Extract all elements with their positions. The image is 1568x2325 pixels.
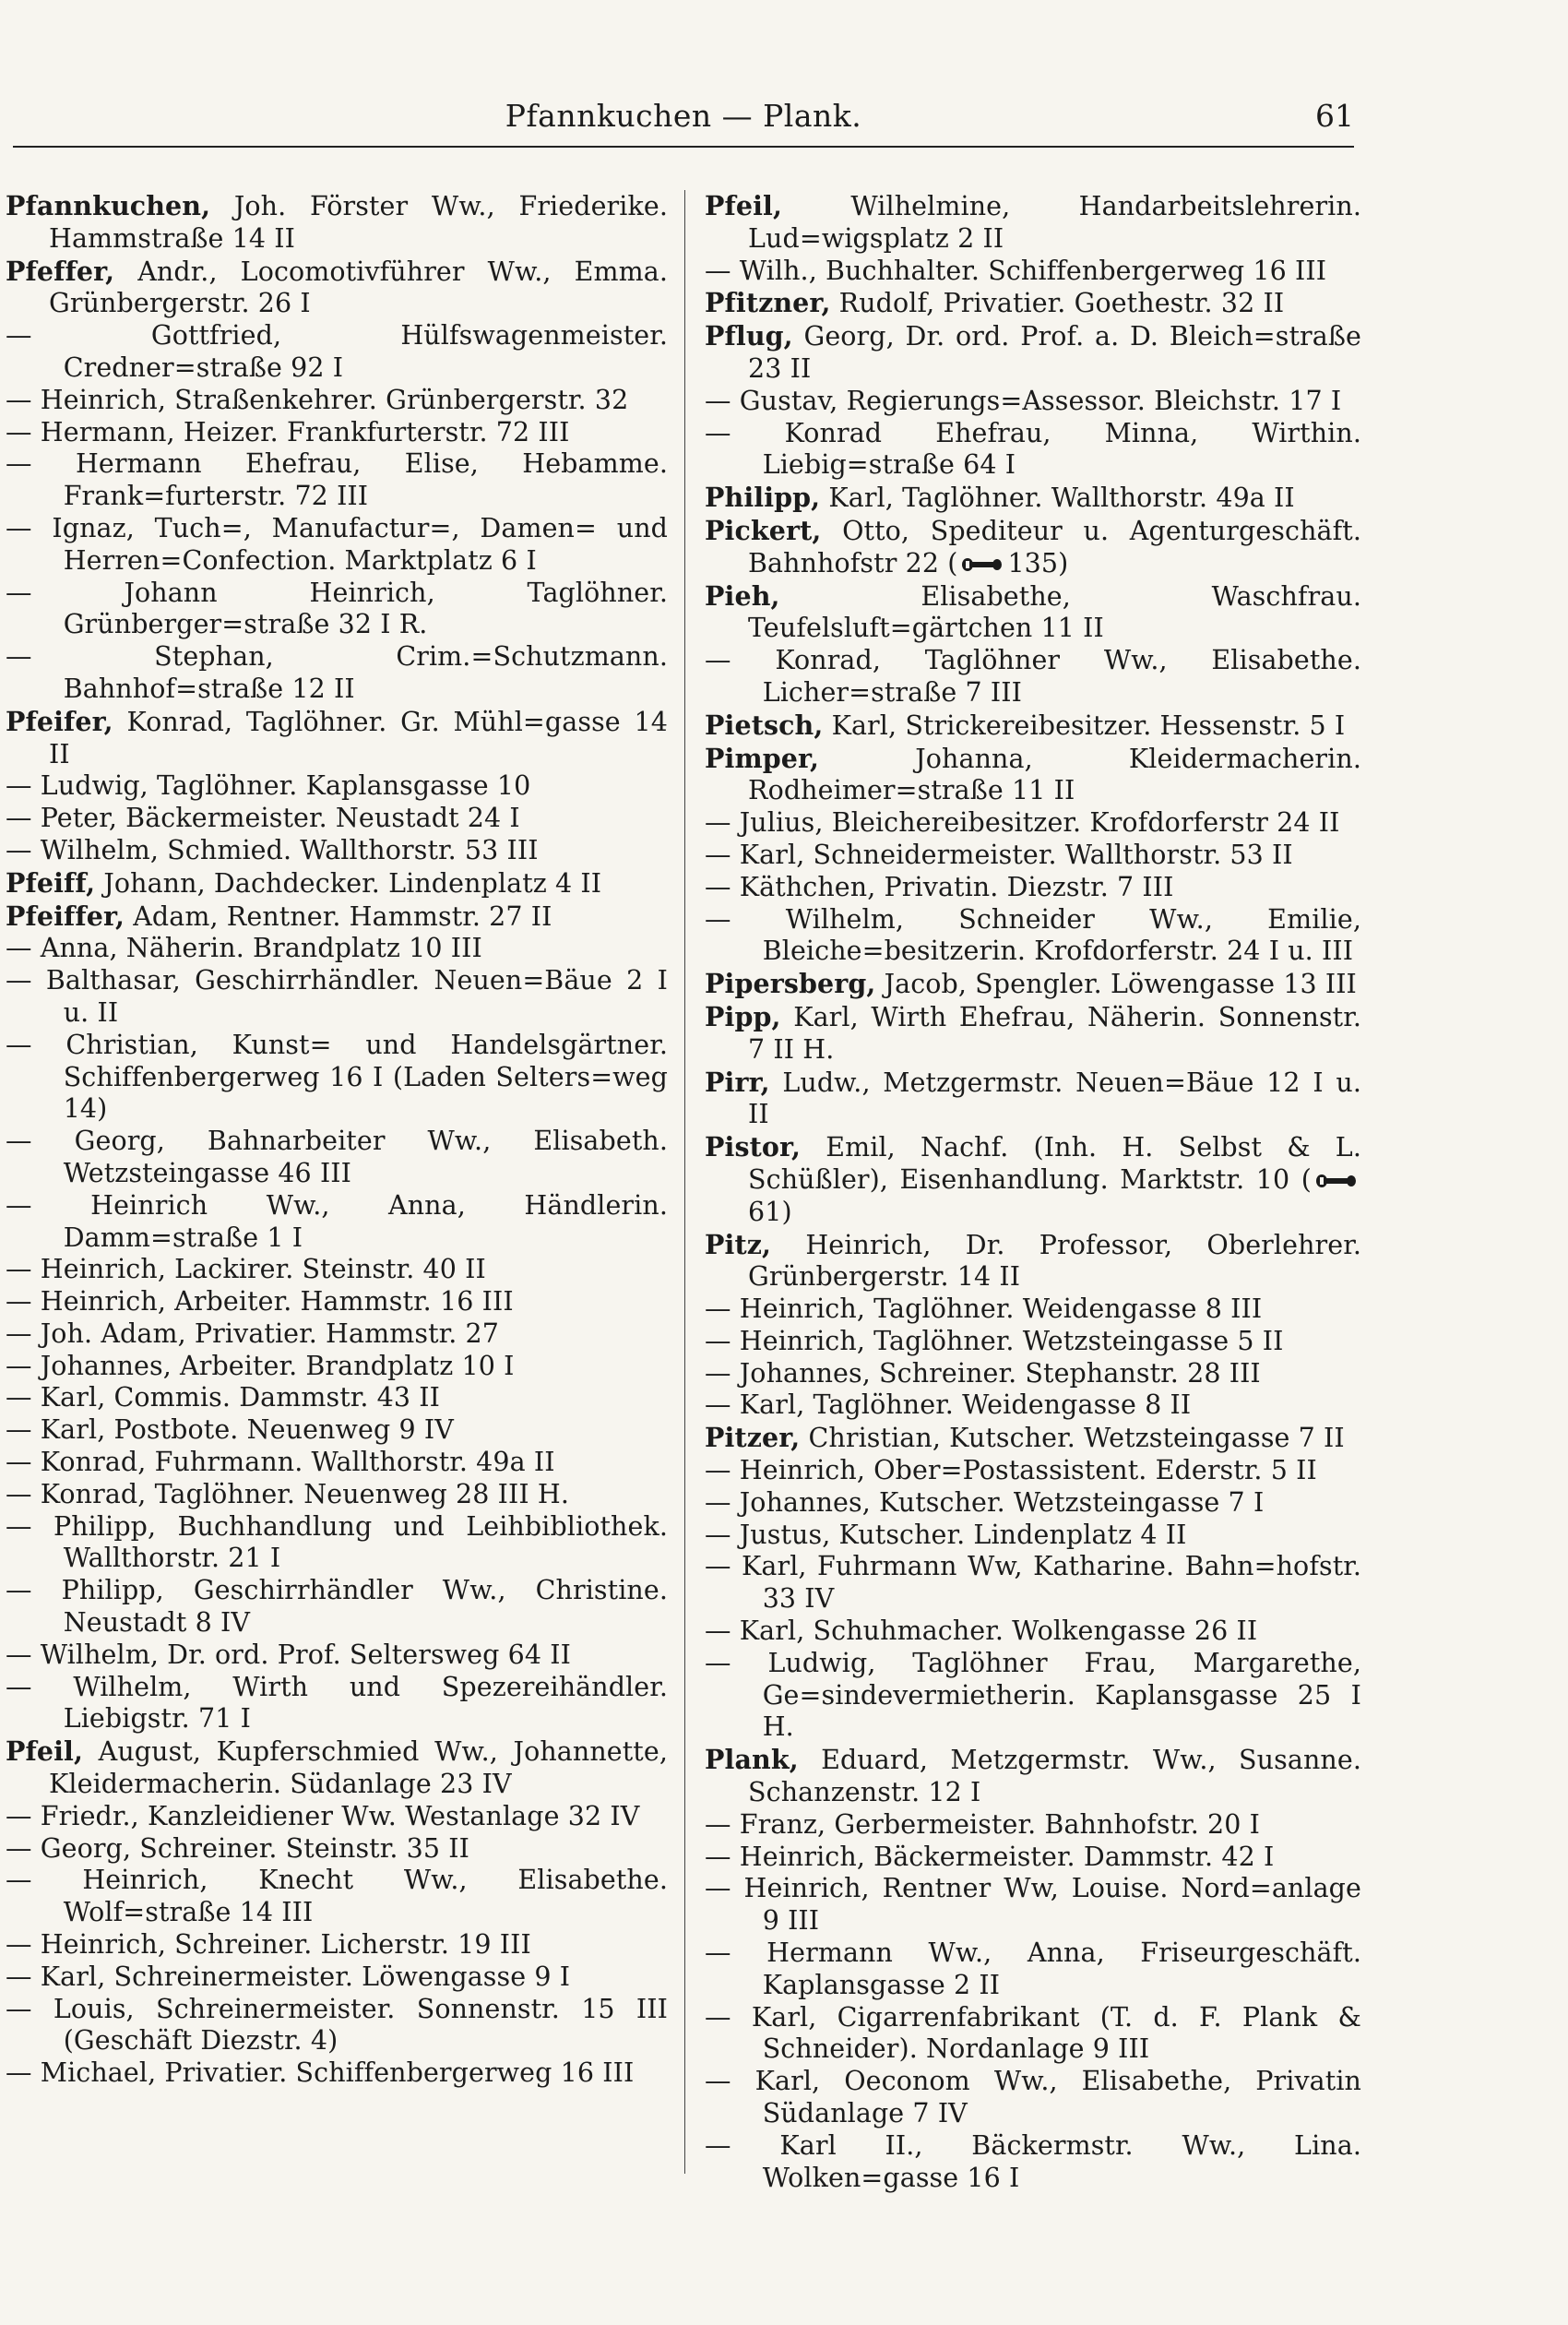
entry-surname: Pitz,	[705, 1228, 772, 1260]
ditto-dash: —	[6, 1254, 32, 1285]
entry-surname: Pipersberg,	[705, 968, 876, 1000]
entry-details: Karl, Taglöhner. Wallthorstr. 49a II	[828, 483, 1295, 514]
entry-details: Otto, Spediteur u. Agenturgeschäft. Bahnhofstr 22 (	[748, 515, 1361, 578]
ditto-dash: —	[6, 1800, 32, 1831]
directory-entry	[705, 1294, 1361, 1326]
directory-entry	[6, 1447, 668, 1479]
entry-details: Ludwig, Taglöhner. Kaplansgasse 10	[40, 770, 531, 802]
entry-details: Christian, Kutscher. Wetzsteingasse 7 II	[808, 1423, 1345, 1454]
directory-entry	[705, 386, 1361, 418]
ditto-dash: —	[705, 417, 731, 448]
directory-entry	[705, 872, 1361, 904]
ditto-dash: —	[705, 1455, 731, 1486]
directory-entry	[6, 1126, 668, 1190]
page-header	[13, 85, 1354, 148]
ditto-dash: —	[6, 770, 32, 802]
entry-details: Adam, Rentner. Hammstr. 27 II	[133, 900, 552, 932]
entry-surname: Pfeifer,	[6, 705, 113, 737]
directory-entry	[705, 709, 1361, 743]
entry-details: Heinrich, Lackirer. Steinstr. 40 II	[40, 1254, 486, 1285]
ditto-dash: —	[705, 807, 731, 839]
directory-entry	[705, 256, 1361, 288]
ditto-dash: —	[6, 416, 32, 447]
entry-surname: Pfannkuchen,	[6, 190, 211, 221]
entry-details: Heinrich, Knecht Ww., Elisabethe. Wolf=straße 14 III	[63, 1865, 668, 1928]
entry-surname: Plank,	[705, 1744, 799, 1776]
ditto-dash: —	[6, 1832, 32, 1864]
directory-entry	[705, 1648, 1361, 1744]
entry-details: Gustav, Regierungs=Assessor. Bleichstr. 17 I	[739, 385, 1342, 416]
entry-details: Johann Heinrich, Taglöhner. Grünberger=straße 32 I R.	[63, 577, 668, 640]
ditto-dash: —	[6, 1865, 32, 1896]
directory-entry	[6, 1929, 668, 1961]
entry-details: Balthasar, Geschirrhändler. Neuen=Bäue 2 I u. II	[45, 965, 668, 1028]
ditto-dash: —	[6, 834, 32, 865]
directory-entry	[705, 418, 1361, 483]
directory-entry	[705, 1326, 1361, 1358]
directory-entry	[705, 320, 1361, 386]
directory-entry	[705, 1842, 1361, 1874]
entry-details: Karl, Strickereibesitzer. Hessenstr. 5 I	[831, 709, 1346, 741]
ditto-dash: —	[705, 2129, 731, 2161]
directory-entry	[6, 385, 668, 417]
ditto-dash: —	[6, 1639, 32, 1670]
entry-details: Wilhelm, Schneider Ww., Emilie, Bleiche=besitzerin. Krofdorferstr. 24 I u. III	[762, 903, 1361, 967]
directory-entry	[705, 807, 1361, 840]
entry-details: Peter, Bäckermeister. Neustadt 24 I	[40, 803, 520, 834]
directory-entry	[705, 1389, 1361, 1422]
ditto-dash: —	[705, 385, 731, 416]
directory-entry	[705, 840, 1361, 872]
ditto-dash: —	[705, 1325, 731, 1356]
entry-details: Ludw., Metzgermstr. Neuen=Bäue 12 I u. II	[748, 1067, 1361, 1130]
directory-entry	[6, 256, 668, 321]
ditto-dash: —	[6, 641, 32, 673]
ditto-dash: —	[705, 1873, 731, 1904]
entry-details: Käthchen, Privatin. Diezstr. 7 III	[739, 871, 1174, 902]
entry-details: Emil, Nachf. (Inh. H. Selbst & L. Schüßler), Eisenhandlung. Marktstr. 10 (	[748, 1132, 1361, 1195]
entry-details: Karl, Fuhrmann Ww, Katharine. Bahn=hofstr. 33 IV	[742, 1551, 1361, 1615]
directory-entry	[6, 1190, 668, 1255]
directory-entry	[6, 965, 668, 1030]
telephone-number: 61)	[748, 1196, 792, 1227]
ditto-dash: —	[705, 255, 731, 286]
directory-entry	[6, 1575, 668, 1639]
ditto-dash: —	[6, 1414, 32, 1446]
entry-details: Wilhelm, Wirth und Spezereihändler. Liebigstr. 71 I	[63, 1671, 668, 1735]
entry-details: Karl, Taglöhner. Weidengasse 8 II	[739, 1389, 1192, 1421]
directory-entry	[6, 2057, 668, 2090]
ditto-dash: —	[6, 803, 32, 834]
directory-entry	[6, 1351, 668, 1383]
directory-entry	[705, 580, 1361, 646]
telephone-icon	[1314, 1174, 1359, 1188]
ditto-dash: —	[705, 1519, 731, 1550]
entry-details: Ludwig, Taglöhner Frau, Margarethe, Ge=sindevermietherin. Kaplansgasse 25 I H.	[762, 1647, 1361, 1743]
directory-entry	[6, 1254, 668, 1286]
directory-entry	[6, 867, 668, 900]
directory-entry	[705, 645, 1361, 709]
directory-entry	[6, 578, 668, 642]
directory-entry	[6, 513, 668, 578]
entry-details: Karl II., Bäckermstr. Ww., Lina. Wolken=gasse 16 I	[762, 2129, 1361, 2193]
ditto-dash: —	[6, 1350, 32, 1381]
ditto-dash: —	[705, 903, 731, 935]
directory-entry	[705, 1131, 1361, 1228]
directory-entry	[705, 482, 1361, 515]
ditto-dash: —	[705, 1616, 731, 1647]
entry-details: Johann, Dachdecker. Lindenplatz 4 II	[103, 867, 602, 899]
entry-details: Johannes, Schreiner. Stephanstr. 28 III	[739, 1357, 1261, 1389]
left-column	[6, 190, 668, 2312]
entry-details: August, Kupferschmied Ww., Johannette, Kleidermacherin. Südanlage 23 IV	[49, 1736, 668, 1800]
directory-entry	[6, 1735, 668, 1801]
entry-details: Karl, Commis. Dammstr. 43 II	[40, 1382, 441, 1413]
entry-surname: Pieh,	[705, 579, 780, 612]
entry-surname: Pimper,	[705, 742, 820, 774]
entry-surname: Pfeil,	[705, 190, 782, 221]
directory-entry	[705, 1067, 1361, 1132]
entry-details: Philipp, Geschirrhändler Ww., Christine. Neustadt 8 IV	[61, 1575, 668, 1639]
directory-entry	[6, 1994, 668, 2058]
directory-entry	[6, 900, 668, 934]
entry-details: Konrad Ehefrau, Minna, Wirthin. Liebig=straße 64 I	[762, 417, 1361, 481]
ditto-dash: —	[705, 645, 731, 676]
entry-details: Heinrich, Ober=Postassistent. Ederstr. 5 II	[739, 1455, 1317, 1486]
directory-entry	[6, 1639, 668, 1672]
ditto-dash: —	[705, 1294, 731, 1325]
telephone-icon	[960, 557, 1004, 572]
entry-details: Hermann Ww., Anna, Friseurgeschäft. Kaplansgasse 2 II	[762, 1938, 1361, 2000]
entry-surname: Pipp,	[705, 1000, 781, 1032]
page-number: 61	[1315, 98, 1354, 134]
entry-details: Wilhelm, Schmied. Wallthorstr. 53 III	[40, 834, 539, 865]
entry-details: Karl, Postbote. Neuenweg 9 IV	[40, 1414, 454, 1446]
entry-details: Franz, Gerbermeister. Bahnhofstr. 20 I	[739, 1808, 1260, 1840]
entry-details: Johannes, Kutscher. Wetzsteingasse 7 I	[739, 1486, 1265, 1518]
ditto-dash: —	[705, 1389, 731, 1421]
entry-details: Georg, Bahnarbeiter Ww., Elisabeth. Wetzsteingasse 46 III	[63, 1126, 668, 1188]
directory-entry	[6, 1511, 668, 1576]
entry-details: Heinrich, Bäckermeister. Dammstr. 42 I	[739, 1841, 1275, 1872]
entry-details: Wilhelmine, Handarbeitslehrerin. Lud=wigsplatz 2 II	[748, 191, 1361, 254]
entry-surname: Pirr,	[705, 1066, 770, 1098]
ditto-dash: —	[6, 1671, 32, 1702]
directory-entry	[705, 968, 1361, 1001]
ditto-dash: —	[6, 1510, 32, 1542]
ditto-dash: —	[6, 1029, 32, 1060]
ditto-dash: —	[705, 1808, 731, 1840]
entry-details: Jacob, Spengler. Löwengasse 13 III	[884, 969, 1357, 1000]
entry-details: Anna, Näherin. Brandplatz 10 III	[40, 933, 482, 964]
ditto-dash: —	[6, 1447, 32, 1478]
directory-entry	[6, 641, 668, 706]
directory-entry	[705, 1487, 1361, 1520]
directory-entry	[705, 1938, 1361, 2002]
directory-entry	[6, 1030, 668, 1126]
ditto-dash: —	[705, 1647, 731, 1678]
entry-details: Hermann Ehefrau, Elise, Hebamme. Frank=furterstr. 72 III	[63, 448, 668, 512]
entry-surname: Philipp,	[705, 482, 821, 514]
directory-entry	[6, 803, 668, 835]
entry-surname: Pickert,	[705, 514, 822, 546]
directory-entry	[6, 770, 668, 803]
ditto-dash: —	[6, 448, 32, 480]
column-divider	[684, 190, 685, 2174]
entry-details: Heinrich, Dr. Professor, Oberlehrer. Grünbergerstr. 14 II	[748, 1229, 1361, 1293]
entry-details: Justus, Kutscher. Lindenplatz 4 II	[739, 1519, 1187, 1550]
entry-details: Konrad, Taglöhner. Gr. Mühl=gasse 14 II	[49, 706, 668, 769]
directory-entry	[6, 417, 668, 449]
entry-details: Ignaz, Tuch=, Manufactur=, Damen= und Herren=Confection. Marktplatz 6 I	[52, 512, 668, 576]
entry-details: Karl, Wirth Ehefrau, Näherin. Sonnenstr. 7 II H.	[748, 1001, 1361, 1065]
entry-details: Julius, Bleichereibesitzer. Krofdorferstr 24 II	[739, 807, 1340, 839]
entry-details: Heinrich, Straßenkehrer. Grünbergerstr. 32	[40, 384, 629, 415]
entry-details: Michael, Privatier. Schiffenbergerweg 16 III	[40, 2057, 635, 2089]
directory-entry	[705, 1455, 1361, 1487]
entry-details: Heinrich, Rentner Ww, Louise. Nord=anlage 9 III	[743, 1873, 1361, 1937]
entry-details: Gottfried, Hülfswagenmeister. Credner=straße 92 I	[63, 320, 668, 383]
ditto-dash: —	[6, 384, 32, 415]
directory-entry	[6, 1286, 668, 1318]
entry-details: Konrad, Fuhrmann. Wallthorstr. 49a II	[40, 1447, 555, 1478]
entry-surname: Pistor,	[705, 1131, 802, 1163]
entry-details: Wilhelm, Dr. ord. Prof. Seltersweg 64 II	[40, 1639, 571, 1670]
ditto-dash: —	[6, 1993, 32, 2024]
entry-surname: Pfeiffer,	[6, 900, 125, 932]
ditto-dash: —	[705, 839, 731, 870]
entry-surname: Pfeffer,	[6, 255, 115, 287]
entry-details: Joh. Förster Ww., Friederike. Hammstraße 14 II	[49, 191, 668, 254]
entry-details: Friedr., Kanzleidiener Ww. Westanlage 32 IV	[40, 1800, 640, 1831]
entry-details: Rudolf, Privatier. Goethestr. 32 II	[838, 288, 1285, 319]
entry-details: Hermann, Heizer. Frankfurterstr. 72 III	[40, 416, 570, 447]
ditto-dash: —	[6, 1382, 32, 1413]
directory-entry	[705, 1744, 1361, 1809]
entry-details: Christian, Kunst= und Handelsgärtner. Schiffenbergerweg 16 I (Laden Selters=weg 14)	[63, 1029, 668, 1125]
entry-surname: Pfitzner,	[705, 287, 831, 319]
directory-entry	[705, 1809, 1361, 1842]
ditto-dash: —	[705, 1938, 731, 1969]
directory-entry	[705, 904, 1361, 969]
directory-entry	[705, 743, 1361, 808]
directory-entry	[6, 933, 668, 965]
entry-details: Konrad, Taglöhner. Neuenweg 28 III H.	[40, 1478, 570, 1509]
entry-details: Louis, Schreinermeister. Sonnenstr. 15 III (Geschäft Diezstr. 4)	[53, 1993, 668, 2057]
entry-details: Karl, Oeconom Ww., Elisabethe, Privatin Südanlage 7 IV	[754, 2066, 1361, 2129]
directory-entry	[705, 1229, 1361, 1294]
entry-surname: Pietsch,	[705, 709, 824, 741]
directory-entry	[705, 1873, 1361, 1938]
directory-entry	[6, 320, 668, 385]
directory-entry	[705, 1422, 1361, 1455]
entry-details: Andr., Locomotivführer Ww., Emma. Grünbergerstr. 26 I	[49, 256, 668, 319]
entry-details: Georg, Dr. ord. Prof. a. D. Bleich=straße 23 II	[748, 321, 1361, 384]
directory-entry	[705, 1616, 1361, 1648]
entry-details: Heinrich, Arbeiter. Hammstr. 16 III	[40, 1286, 514, 1318]
entry-surname: Pfeil,	[6, 1735, 83, 1768]
entry-details: Heinrich, Taglöhner. Weidengasse 8 III	[739, 1294, 1263, 1325]
entry-details: Karl, Schneidermeister. Wallthorstr. 53 II	[739, 839, 1293, 870]
directory-entry	[6, 448, 668, 513]
entry-surname: Pitzer,	[705, 1422, 801, 1454]
ditto-dash: —	[6, 577, 32, 608]
directory-entry	[705, 190, 1361, 256]
entry-details: Eduard, Metzgermstr. Ww., Susanne. Schanzenstr. 12 I	[748, 1745, 1361, 1808]
directory-entry	[6, 1479, 668, 1511]
ditto-dash: —	[6, 1929, 32, 1961]
running-title: Pfannkuchen — Plank.	[505, 98, 862, 134]
entry-details: Georg, Schreiner. Steinstr. 35 II	[40, 1832, 469, 1864]
ditto-dash: —	[6, 512, 32, 543]
entry-details: Konrad, Taglöhner Ww., Elisabethe. Licher=straße 7 III	[762, 645, 1361, 708]
ditto-dash: —	[6, 1126, 32, 1157]
entry-details: Joh. Adam, Privatier. Hammstr. 27	[40, 1318, 500, 1349]
directory-entry	[705, 1520, 1361, 1552]
entry-details: Karl, Schreinermeister. Löwengasse 9 I	[40, 1961, 571, 1992]
directory-entry	[705, 287, 1361, 320]
ditto-dash: —	[6, 1286, 32, 1318]
ditto-dash: —	[6, 2057, 32, 2089]
ditto-dash: —	[705, 2066, 731, 2097]
ditto-dash: —	[705, 1551, 731, 1582]
entry-details: Johanna, Kleidermacherin. Rodheimer=straße 11 II	[748, 743, 1361, 806]
directory-entry	[705, 2066, 1361, 2130]
directory-entry	[6, 1414, 668, 1447]
directory-entry	[705, 2002, 1361, 2067]
telephone-number: 135)	[1007, 547, 1069, 578]
right-column	[705, 190, 1361, 2312]
ditto-dash: —	[6, 933, 32, 964]
entry-details: Elisabethe, Waschfrau. Teufelsluft=gärtchen 11 II	[748, 580, 1361, 644]
ditto-dash: —	[705, 1486, 731, 1518]
entry-surname: Pflug,	[705, 320, 793, 352]
entry-details: Karl, Schuhmacher. Wolkengasse 26 II	[739, 1616, 1258, 1647]
directory-entry	[705, 1551, 1361, 1616]
ditto-dash: —	[6, 1318, 32, 1349]
entry-details: Johannes, Arbeiter. Brandplatz 10 I	[40, 1350, 515, 1381]
directory-entry	[6, 1801, 668, 1833]
ditto-dash: —	[705, 1357, 731, 1389]
entry-details: Heinrich, Taglöhner. Wetzsteingasse 5 II	[739, 1325, 1284, 1356]
entry-details: Philipp, Buchhandlung und Leihbibliothek. Wallthorstr. 21 I	[53, 1510, 668, 1574]
directory-entry	[705, 2130, 1361, 2195]
directory-entry	[6, 1672, 668, 1736]
ditto-dash: —	[6, 1961, 32, 1992]
directory-entry	[6, 1318, 668, 1351]
directory-entry	[6, 1382, 668, 1414]
directory-entry	[6, 190, 668, 256]
ditto-dash: —	[705, 1841, 731, 1872]
entry-surname: Pfeiff,	[6, 866, 96, 899]
entry-details: Karl, Cigarrenfabrikant (T. d. F. Plank & Schneider). Nordanlage 9 III	[751, 2001, 1361, 2065]
directory-entry	[6, 1961, 668, 1994]
directory-entry	[6, 1833, 668, 1866]
entry-details: Heinrich, Schreiner. Licherstr. 19 III	[40, 1929, 531, 1961]
directory-entry	[705, 515, 1361, 580]
entry-details: Heinrich Ww., Anna, Händlerin. Damm=straße 1 I	[63, 1189, 668, 1253]
ditto-dash: —	[6, 1478, 32, 1509]
directory-entry	[6, 706, 668, 771]
directory-entry	[705, 1001, 1361, 1067]
ditto-dash: —	[6, 1575, 32, 1606]
entry-details: Wilh., Buchhalter. Schiffenbergerweg 16 III	[739, 255, 1327, 286]
entry-details: Stephan, Crim.=Schutzmann. Bahnhof=straße 12 II	[63, 641, 668, 704]
ditto-dash: —	[705, 2001, 731, 2033]
ditto-dash: —	[6, 320, 32, 352]
ditto-dash: —	[6, 965, 32, 996]
directory-entry	[705, 1358, 1361, 1390]
directory-entry	[6, 1865, 668, 1929]
ditto-dash: —	[6, 1189, 32, 1221]
directory-entry	[6, 835, 668, 867]
ditto-dash: —	[705, 871, 731, 902]
